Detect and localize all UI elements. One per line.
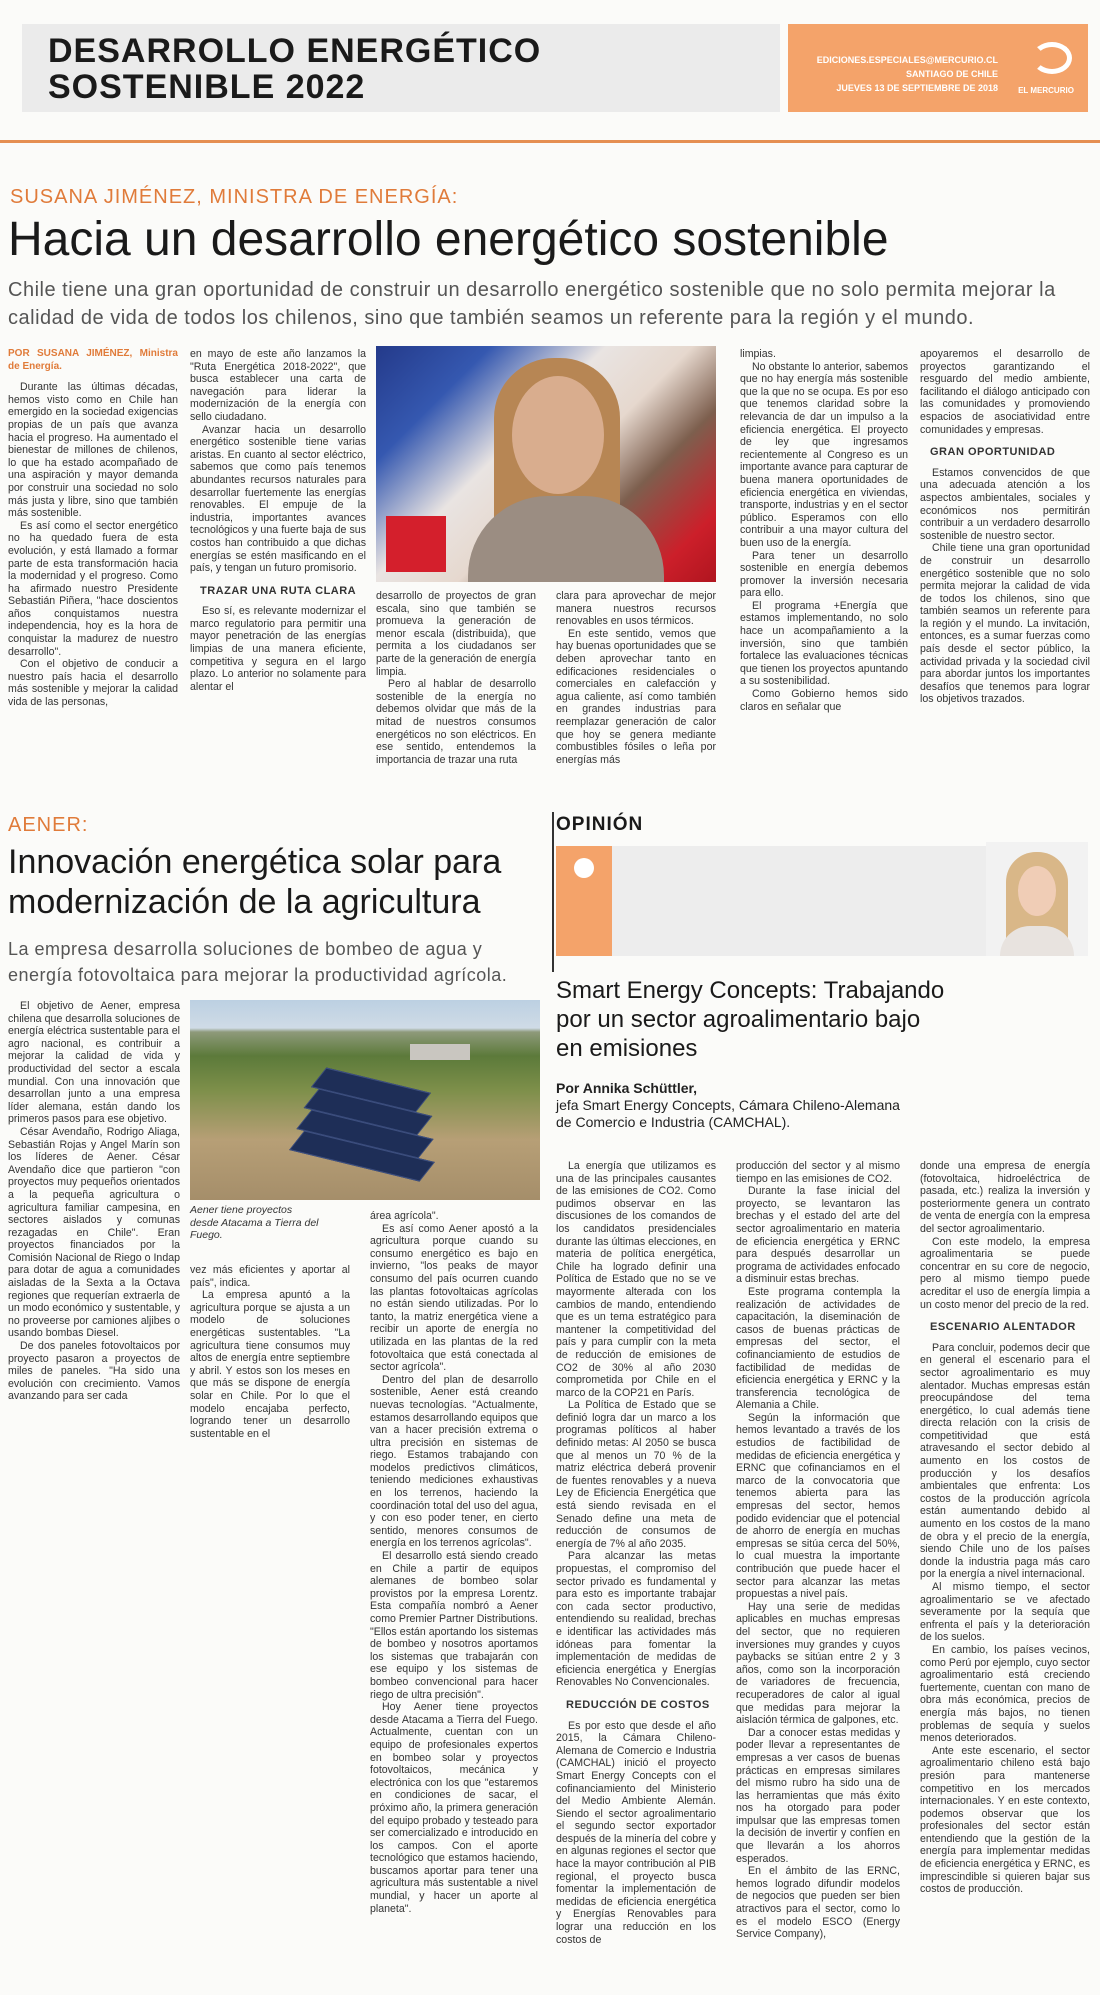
- masthead: [22, 24, 780, 112]
- subhead-oportunidad: GRAN OPORTUNIDAD: [930, 446, 1056, 459]
- article1-column-6: apoyaremos el desarrollo de proyectos garantizando el resguardo del medio ambiente, facilitando el diálogo anticipado con las comunidades y promoviendo espacios de asociatividad entre comunidades y empresas. GRAN OPORTUNIDAD Estamos convencidos de que una adecuada atención a los aspectos ambientales, sociales y económicos nos permitirán contribuir a un verdadero desarrollo sostenible de nuestro sector. Chile tiene una gran oportunidad de construir un desarrollo energético sostenible que no solo permita mejorar la calidad de vida de todos los chilenos, sino que también seamos un referente para la región y el mundo. La invitación, entonces, es a sumar fuerzas como país desde el sector público, la actividad privada y la sociedad civil para abordar juntos los importantes desafíos que tenemos para lograr los objetivos trazados.: [920, 348, 1090, 706]
- article1-kicker: SUSANA JIMÉNEZ, MINISTRA DE ENERGÍA:: [10, 186, 459, 208]
- photo-caption: Aener tiene proyectos desde Atacama a Tierra del Fuego.: [190, 1204, 319, 1241]
- article1-column-3: desarrollo de proyectos de gran escala, sino que también se promueva la generación de menor escala (distribuida), que permita a los ciudadanos ser parte de la generación de energía limpia. Pero al hablar de desarrollo sostenible de la energía no debemos olvidar que más de la mitad de nuestros consumos energéticos no son eléctricos. En ese sentido, entendemos la importancia de trazar una ruta: [376, 590, 536, 766]
- edition-date: JUEVES 13 DE SEPTIEMBRE DE 2018: [836, 83, 998, 93]
- edition-info: [788, 24, 1010, 112]
- column-separator: [552, 812, 554, 972]
- article1-column-1: POR SUSANA JIMÉNEZ, Ministra de Energía. Durante las últimas décadas, hemos visto como en Chile han emergido en la sociedad exigencias propias de un país que avanza hacia el progreso. Ha aumentado el bienestar de millones de chilenos, lo que ha estado acompañado de una aspiración y mayor demanda por construir una sociedad no solo más justa y libre, sino que también más sostenible. Es así como el sector energético no ha quedado fuera de esta evolución, y está llamado a formar parte de esta transformación hacia la modernidad y el progreso. Como ha afirmado nuestro Presidente Sebastián Piñera, "hace doscientos años conquistamos nuestra independencia, hoy es la hora de conquistar la madurez de nuestro desarrollo". Con el objetivo de conducir a nuestro país hacia el desarrollo más sostenible y mejorar la calidad vida de las personas,: [8, 348, 178, 709]
- author-photo: [986, 842, 1088, 956]
- city: SANTIAGO DE CHILE: [905, 69, 998, 79]
- article1-column-5: limpias. No obstante lo anterior, sabemos que no hay energía más sostenible que la que no se ocupa. Es por eso que tenemos claridad sobre la relevancia de dar un impulso a la eficiencia energética. El proyecto de ley que ingresamos recientemente al Congreso es un importante avance para capturar de buena manera oportunidades de eficiencia energética en viviendas, transporte, industrias y en el sector público. Esperamos con ello contribuir a una mayor cultura del buen uso de la energía. Para tener un desarrollo sostenible en energía debemos promover la inversión necesaria para ello. El programa +Energía que estamos implementando, no solo hace un acompañamiento a la inversión, sino que también fortalece las evaluaciones técnicas que tienen los proyectos apuntando a su sostenibilidad. Como Gobierno hemos sido claros en señalar que: [740, 348, 908, 713]
- article1-column-2: en mayo de este año lanzamos la "Ruta Energética 2018-2022", que busca establecer una carta de navegación para liderar la modernización de la energía con sello ciudadano. Avanzar hacia un desarrollo energético sostenible tiene varias aristas. En cuanto al sector eléctrico, sabemos que como país tenemos abundantes recursos naturales para desarrollar fuertemente las energías renovables. El empuje de la industria, importantes avances tecnológicos y una fuerte baja de sus costos han contribuido a que dichas energías se estén masificando en el país, y tengan un futuro promisorio. TRAZAR UNA RUTA CLARA Eso sí, es relevante modernizar el marco regulatorio para permitir una mayor penetración de las energías limpias de una manera eficiente, competitiva y segura en el largo plazo. Lo anterior no solamente para alentar el: [190, 348, 366, 693]
- portrait-face: [512, 376, 604, 494]
- article1-headline: Hacia un desarrollo energético sostenible: [8, 213, 889, 266]
- article3-author: Por Annika Schüttler, jefa Smart Energy Concepts, Cámara Chileno-Alemana de Comercio e Industria (CAMCHAL).: [556, 1080, 900, 1130]
- article2-kicker: AENER:: [8, 814, 89, 836]
- header-divider: [0, 140, 1100, 143]
- article2-column-1: El objetivo de Aener, empresa chilena que desarrolla soluciones de energía eléctrica sustentable para el agro nacional, es contribuir a mejorar la calidad de vida y productividad del sector a escala mundial. Con una innovación que desarrollan junto a una empresa líder alemana, están dando los primeros pasos para ese objetivo. César Avendaño, Rodrigo Aliaga, Sebastián Rojas y Angel Marín son los líderes de Aener. César Avendaño dice que partieron "con proyectos muy pequeños orientados a la pequeña agricultura o agricultura familiar campesina, en sectores aislados y comunas rezagadas en Chile". Eran proyectos financiados por la Comisión Nacional de Riego o Indap para dotar de agua a comunidades aisladas de la Sexta a la Octava regiones que requerían extraerla de un modo económico y sustentable, y no proveerse por camiones aljibes o usando bombas Diesel. De dos paneles fotovoltaicos por proyecto pasaron a proyectos de miles de paneles. "Ha sido una evolución con crecimiento. Vamos avanzando para ser cada: [8, 1000, 180, 1403]
- subhead-escenario: ESCENARIO ALENTADOR: [930, 1321, 1076, 1334]
- contact-email[interactable]: EDICIONES.ESPECIALES@MERCURIO.CL: [816, 55, 998, 65]
- subhead-reduccion: REDUCCIÓN DE COSTOS: [566, 1698, 710, 1711]
- article2-column-2: vez más eficientes y aportar al país", indica. La empresa apuntó a la agricultura porque se ajusta a un modelo de soluciones energéticas sustentables. "La agricultura tiene consumos muy altos de energía entre septiembre y abril. Y estos son los meses en que más se dispone de energía solar en Chile. Por lo que el modelo encajaba perfecto, logrando tener un desarrollo sustentable en el: [190, 1264, 350, 1440]
- article3-column-3: donde una empresa de energía (fotovoltaica, hidroeléctrica de pasada, etc.) realiza la inversión y posteriormente genera un contrato de venta de energía con la empresa del sector agroalimentario. Con este modelo, la empresa agroalimentaria se puede concentrar en su core de negocio, pero al mismo tiempo puede acreditar el uso de energía limpia a un costo menor del precio de la red. ESCENARIO ALENTADOR Para concluir, podemos decir que en general el escenario para el sector agroalimentario es muy alentador. Muchas empresas están preocupándose del tema energético, lo cual además tiene directa relación con la crisis de competitividad que está atravesando el sector debido al aumento en los costos de producción y los desafíos ambientales que enfrenta: Los costos de la producción agrícola están aumentando debido al aumento en los costos de la mano de obra y el precio de la energía, siendo Chile uno de los países donde la industria paga más caro por la energía a nivel internacional. Al mismo tiempo, el sector agroalimentario se ve afectado severamente por la sequía que enfrenta el país y la deterioración de los suelos. En cambio, los países vecinos, como Perú por ejemplo, cuyo sector agroalimentario está creciendo fuertemente, cuentan con mano de obra más económica, precios de energía más bajos, no tienen problemas de sequía y suelos menos deteriorados. Ante este escenario, el sector agroalimentario chileno está bajo presión para mantenerse competitivo en los mercados internacionales. Y en este contexto, podemos observar que los profesionales del sector están entendiendo que la gestión de la energía para implementar medidas de eficiencia energética y ERNC, es imprescindible si quieren bajar sus costos de producción.: [920, 1160, 1090, 1896]
- minister-photo: [376, 346, 716, 582]
- article1-column-4: clara para aprovechar de mejor manera nuestros recursos renovables en usos térmicos. En este sentido, vemos que hay buenas oportunidades que se deben aprovechar tanto en edificaciones residenciales o comerciales en calefacción y agua caliente, así como también en grandes industrias para reemplazar generación de calor que hoy se genera mediante combustibles fósiles o leña por energías más: [556, 590, 716, 766]
- section-title-line2: SOSTENIBLE 2022: [48, 68, 366, 106]
- article3-headline: Smart Energy Concepts: Trabajando por un sector agroalimentario bajo en emisiones: [556, 977, 945, 1062]
- subhead-trazar: TRAZAR UNA RUTA CLARA: [200, 584, 357, 597]
- chile-flag-shape: [386, 516, 446, 572]
- opinion-dot-icon: [574, 858, 594, 878]
- logo-text: EL MERCURIO: [1018, 86, 1074, 95]
- opinion-label: OPINIÓN: [556, 814, 644, 835]
- newspaper-logo: [1004, 24, 1088, 112]
- article3-column-1: La energía que utilizamos es una de las principales causantes de las emisiones de CO2. Como pudimos observar en las discusiones de los comandos de los candidatos presidenciales durante las últimas elecciones, en materia de política energética, Chile ha logrado definir una Política de Estado que no se ve mayormente alterada con los cambios de mando, entendiendo que es un tema estratégico para mantener la competitividad del país y para cumplir con la meta de reducción de emisiones de CO2 de 30% al año 2030 comprometida por Chile en el marco de la COP21 en París. La Política de Estado que se definió logra dar un marco a los programas políticos al haber definido metas: Al 2050 se busca que al menos un 70 % de la matriz eléctrica deberá provenir de fuentes renovables y a nueva Ley de Eficiencia Energética que está siendo revisada en el Senado define una meta de reducción de consumos de energía de 7% al año 2035. Para alcanzar las metas propuestas, el compromiso del sector privado es fundamental y para esto es importante trabajar con cada sector productivo, entendiendo su realidad, brechas e identificar las actividades más idóneas para fomentar la implementación de medidas de eficiencia energética y Energías Renovables No Convencionales. REDUCCIÓN DE COSTOS Es por esto que desde el año 2015, la Cámara Chileno-Alemana de Comercio e Industria (CAMCHAL) inició el proyecto Smart Energy Concepts con el cofinanciamiento del Ministerio del Medio Ambiente Alemán. Siendo el sector agroalimentario el segundo sector exportador después de la minería del cobre y en algunas regiones el sector que hace la mayor contribución al PIB regional, el proyecto busca fomentar la implementación de medidas de eficiencia energética y Energías Renovables para lograr una reducción en los costos de: [556, 1160, 716, 1946]
- article2-deck: La empresa desarrolla soluciones de bombeo de agua y energía fotovoltaica para mejorar la productividad agrícola.: [8, 939, 508, 985]
- article3-column-2: producción del sector y al mismo tiempo en las emisiones de CO2. Durante la fase inicial del proyecto, se levantaron las brechas y el estado del arte del sector agroalimentario en materia de eficiencia energética y ERNC para después desarrollar un programa de actividades enfocado a disminuir estas brechas. Este programa contempla la realización de actividades de capacitación, la diseminación de casos de buenas prácticas de empresas del sector, el cofinanciamiento de estudios de factibilidad de medidas de eficiencia energética y ERNC y la transferencia tecnológica de Alemania a Chile. Según la información que hemos levantado a través de los estudios de factibilidad de medidas de eficiencia energética y ERNC que cofinanciamos en el marco de la convocatoria que tenemos abierta para las empresas del sector, hemos podido evidenciar que el potencial de ahorro de energía en muchas empresas se sitúa cerca del 50%, lo cual muestra la importante contribución que puede hacer el sector para alcanzar las metas propuestas a nivel país. Hay una serie de medidas aplicables en muchas empresas del sector, que no requieren inversiones muy grandes y cuyos paybacks se sitúan entre 2 y 3 años, como son la incorporación de variadores de frecuencia, recuperadores de calor al igual que medidas para mejorar la aislación térmica de galpones, etc. Dar a conocer estas medidas y poder llevar a representantes de empresas a ver casos de buenas prácticas en empresas similares del mismo rubro ha sido una de las herramientas que más éxito nos ha otorgado para poder impulsar que las empresas tomen la decisión de invertir y confíen en que llevarán a los ahorros esperados. En el ámbito de las ERNC, hemos logrado difundir modelos de negocios que pueden ser bien atractivos para el sector, como lo es el modelo ESCO (Energy Service Company),: [736, 1160, 900, 1941]
- article2-column-3: área agrícola". Es así como Aener apostó a la agricultura porque cuando su consumo energético es bajo en invierno, "los peaks de mayor consumo del país ocurren cuando las plantas fotovoltaicas agrícolas no están siendo utilizadas. Por lo tanto, la matriz energética viene a recibir un aporte de energía no utilizada en las plantas de la red fotovoltaica que está conectada al sector agrícola". Dentro del plan de desarrollo sostenible, Aener está creando nuevas tecnologías. "Actualmente, estamos desarrollando equipos que van a hacer precisión extrema o ultra precisión en sistemas de riego. Estamos trabajando con modelos predictivos climáticos, teniendo mediciones exhaustivas en los terrenos, haciendo la coordinación total del uso del agua, y con eso poder tener, en cierto sentido, menores consumos de energía en los terrenos agrícolas". El desarrollo está siendo creado en Chile a partir de equipos alemanes de bombeo solar provistos por la empresa Lorentz. Esta compañía nombró a Aener como Premier Partner Distributions. "Ellos están aportando los sistemas de bombeo y nosotros aportamos los sistemas que trabajarán con ese equipo y los sistemas de bombeo convencional para hacer riego de ultra precisión". Hoy Aener tiene proyectos desde Atacama a Tierra del Fuego. Actualmente, cuentan con un equipo de profesionales expertos en bombeo solar y proyectos fotovoltaicos, mecánica y electrónica con los que "estaremos en condiciones de sacar, el próximo año, la primera generación del equipo probado y testeado para ser comercializado e introducido en los campos. Con el aporte tecnológico que estamos haciendo, buscamos aportar para tener una agricultura más sustentable a nivel mundial, y hacer un aporte al planeta".: [370, 1210, 538, 1915]
- article2-headline: Innovación energética solar para modernización de la agricultura: [8, 843, 502, 921]
- opinion-accent: [556, 846, 612, 956]
- section-title-line1: DESARROLLO ENERGÉTICO: [48, 32, 542, 70]
- article1-byline: POR SUSANA JIMÉNEZ, Ministra de Energía.: [8, 348, 178, 372]
- article1-deck: Chile tiene una gran oportunidad de construir un desarrollo energético sostenible que no solo permita mejorar la calidad de vida de todos los chilenos, sino que también seamos un referente para la región y el mundo.: [8, 279, 1056, 329]
- solar-panels-photo: [190, 1000, 540, 1200]
- logo-mark-icon: [1032, 42, 1072, 74]
